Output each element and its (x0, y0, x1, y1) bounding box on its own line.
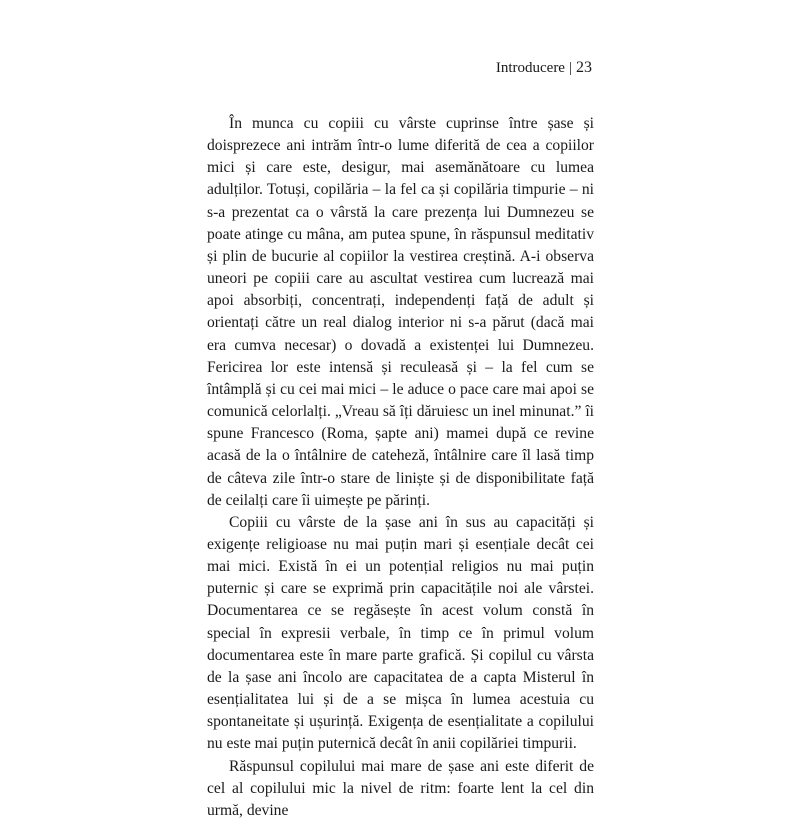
running-head-section: Introducere (495, 60, 565, 76)
paragraph: În munca cu copiii cu vârste cuprinse între șase și doisprezece ani intrăm într-o lume diferită de cea a copiilor mici și care este, desigur, mai asemănătoare cu lumea adulților. Totuși, copilăria – la fel ca și copilăria timpurie – ni s-a prezentat ca o vârstă la care prezența lui Dumnezeu se poate atinge cu mâna, am putea spune, în răspunsul meditativ și plin de bucurie al copiilor la vestirea creștină. A-i observa uneori pe copiii care au ascultat vestirea cum lucrează mai apoi absorbiți, concentrați, independenți față de adult și orientați către un real dialog interior ni s-a părut (dacă mai era cumva necesar) o dovadă a existenței lui Dumnezeu. Fericirea lor este intensă și reculeasă și – la fel cum se întâmplă și cu cei mai mici – le aduce o pace care mai apoi se comunică celorlalți. „Vreau să îți dăruiesc un inel minunat.” îi spune Francesco (Roma, șapte ani) mamei după ce revine acasă de la o întâlnire de cateheză, întâlnire care îl lasă timp de câteva zile într-o stare de liniște și de disponibilitate față de ceilalți care îi uimește pe părinți. (207, 115, 594, 509)
running-head (496, 58, 592, 78)
page-number: 23 (576, 59, 592, 76)
body-text (207, 113, 594, 822)
paragraph: Copiii cu vârste de la șase ani în sus au capacități și exigențe religioase nu mai puțin mari și esențiale decât cei mai mici. Există în ei un potențial religios nu mai puțin puternic și care se exprimă prin capacitățile noi ale vârstei. Documentarea ce se regăsește în acest volum constă în special în expresii verbale, în timp ce în primul volum documentarea este în mare parte grafică. Și copilul cu vârsta de la șase ani încolo are capacitatea de a capta Misterul în esențialitatea lui și de a se mișca în lumea acestuia cu spontaneitate și ușurință. Exigența de esențialitate a copilului nu este mai puțin puternică decât în anii copilăriei timpurii. (207, 513, 594, 753)
paragraph: Răspunsul copilului mai mare de șase ani este diferit de cel al copilului mic la nivel de ritm: foarte lent la cel din urmă, devine (207, 757, 594, 819)
running-head-separator: | (568, 60, 572, 76)
